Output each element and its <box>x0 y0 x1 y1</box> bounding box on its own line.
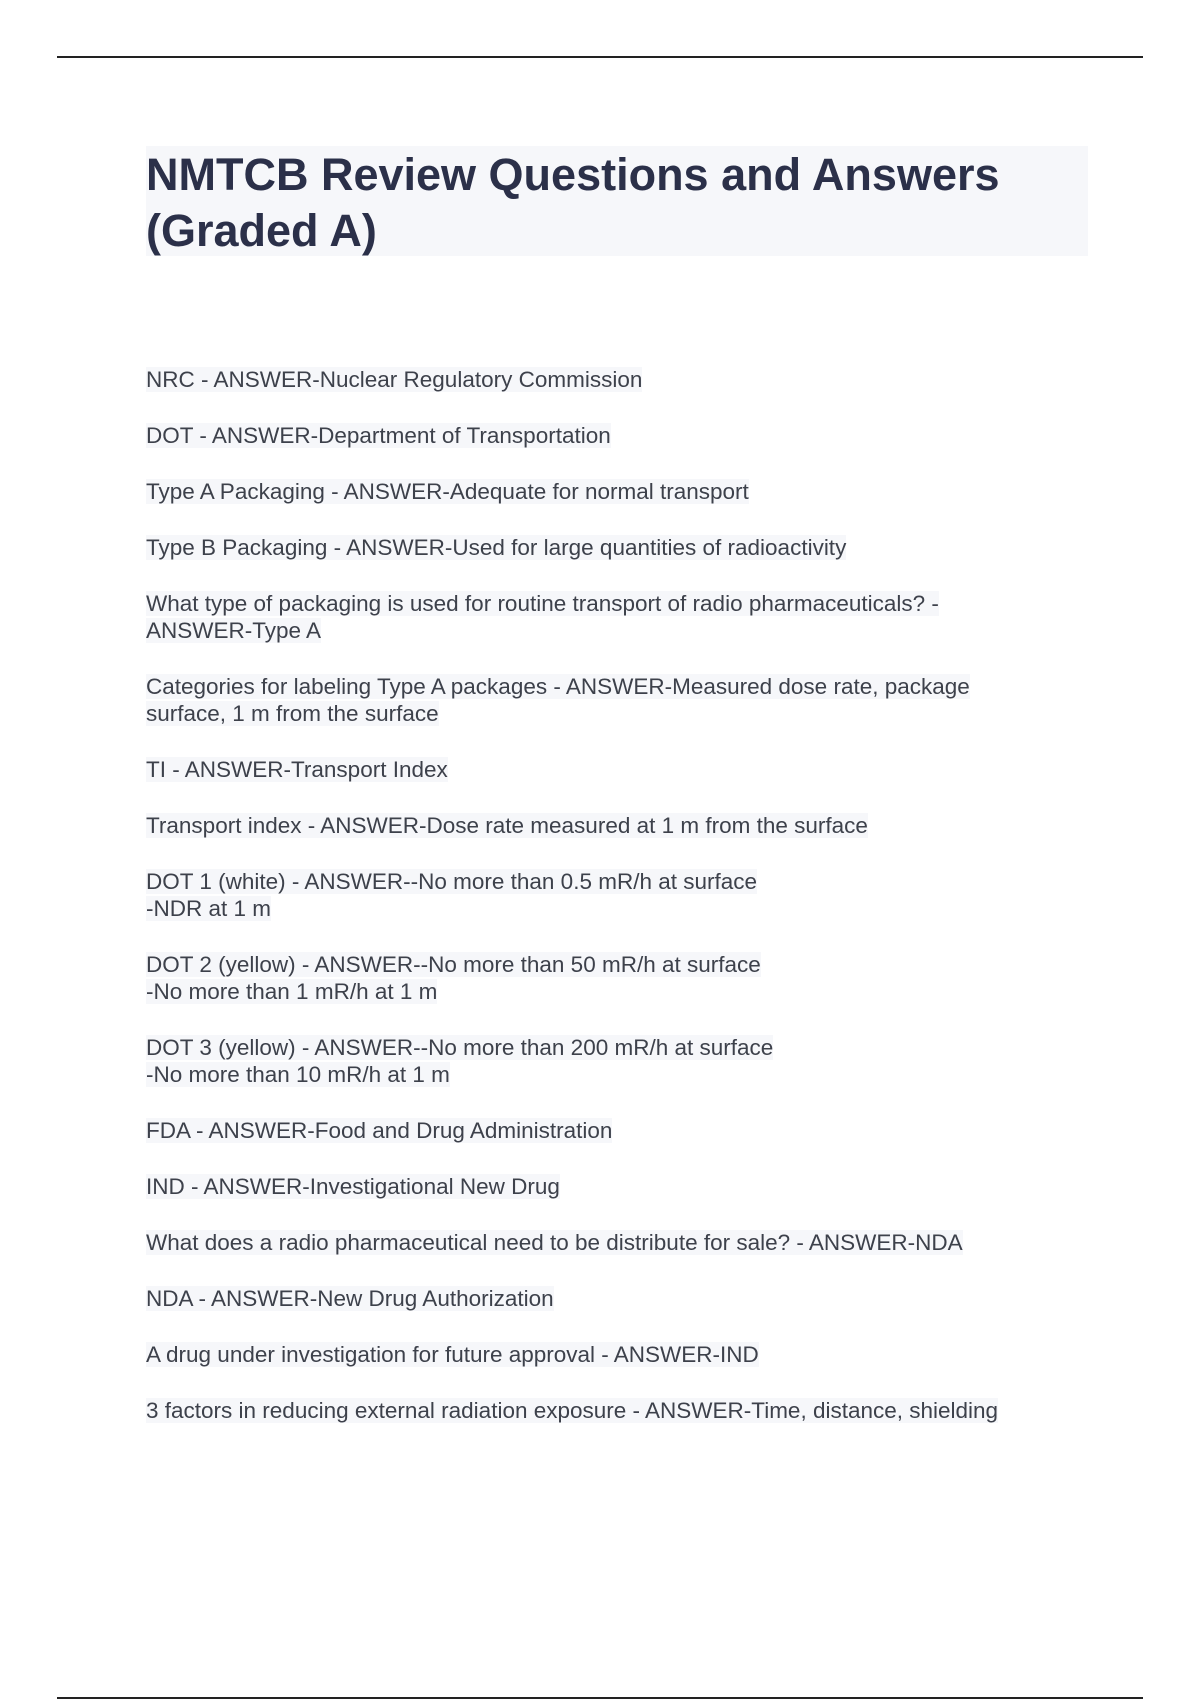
qa-item <box>146 534 1106 561</box>
qa-text: DOT 2 (yellow) - ANSWER--No more than 50 mR/h at surface -No more than 1 mR/h at 1 m <box>146 952 761 1004</box>
bottom-rule <box>57 1697 1143 1699</box>
qa-item <box>146 1034 1106 1088</box>
qa-text: FDA - ANSWER-Food and Drug Administration <box>146 1118 613 1143</box>
qa-text: A drug under investigation for future approval - ANSWER-IND <box>146 1342 759 1367</box>
qa-item <box>146 1229 1106 1256</box>
qa-item <box>146 951 1106 1005</box>
qa-item <box>146 812 1106 839</box>
qa-item <box>146 478 1106 505</box>
qa-text: IND - ANSWER-Investigational New Drug <box>146 1174 560 1199</box>
page-title: NMTCB Review Questions and Answers (Graded A) <box>146 149 1000 256</box>
qa-text: DOT 1 (white) - ANSWER--No more than 0.5 mR/h at surface -NDR at 1 m <box>146 869 758 921</box>
qa-item <box>146 1341 1106 1368</box>
qa-text: Type B Packaging - ANSWER-Used for large quantities of radioactivity <box>146 535 847 560</box>
qa-item <box>146 590 1046 644</box>
qa-item <box>146 1173 1106 1200</box>
qa-item <box>146 868 1106 922</box>
qa-text: What does a radio pharmaceutical need to be distribute for sale? - ANSWER-NDA <box>146 1230 963 1255</box>
qa-text: Type A Packaging - ANSWER-Adequate for normal transport <box>146 479 749 504</box>
qa-item <box>146 673 1046 727</box>
qa-item <box>146 1397 1106 1424</box>
qa-text: DOT - ANSWER-Department of Transportation <box>146 423 611 448</box>
qa-text: Transport index - ANSWER-Dose rate measured at 1 m from the surface <box>146 813 868 838</box>
qa-text: TI - ANSWER-Transport Index <box>146 757 448 782</box>
top-rule <box>57 56 1143 58</box>
qa-list <box>146 366 1106 1453</box>
qa-item <box>146 422 1106 449</box>
qa-text: DOT 3 (yellow) - ANSWER--No more than 200 mR/h at surface -No more than 10 mR/h at 1 m <box>146 1035 774 1087</box>
qa-item <box>146 1117 1106 1144</box>
qa-text: Categories for labeling Type A packages - ANSWER-Measured dose rate, package surface, 1 m from the surface <box>146 674 970 726</box>
qa-item <box>146 1285 1106 1312</box>
qa-text: NDA - ANSWER-New Drug Authorization <box>146 1286 554 1311</box>
qa-text: NRC - ANSWER-Nuclear Regulatory Commission <box>146 367 643 392</box>
qa-item <box>146 756 1106 783</box>
qa-text: What type of packaging is used for routine transport of radio pharmaceuticals? - ANSWER-Type A <box>146 591 939 643</box>
qa-text: 3 factors in reducing external radiation exposure - ANSWER-Time, distance, shielding <box>146 1398 999 1423</box>
qa-item <box>146 366 1106 393</box>
